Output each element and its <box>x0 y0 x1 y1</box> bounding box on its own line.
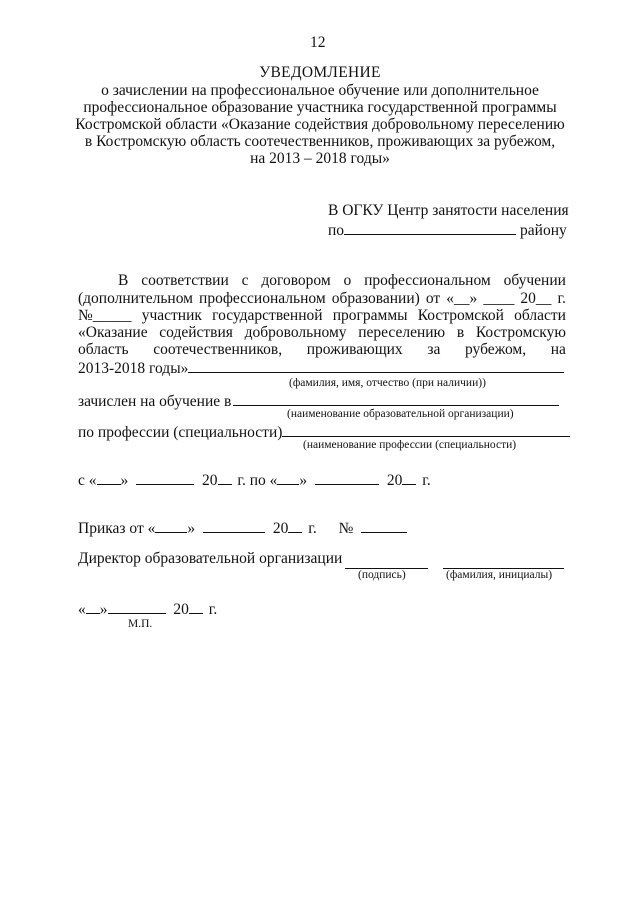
recipient-line-1: В ОГКУ Центр занятости населения <box>328 202 569 219</box>
order-close: » <box>187 520 196 537</box>
sign-year: 20 <box>173 601 189 618</box>
subtitle-line-1: о зачислении на профессиональное обучение или дополнительное <box>101 82 539 99</box>
body-word: программы <box>332 307 408 324</box>
body-word: рубежом, <box>464 341 527 358</box>
body-line-1 <box>118 272 566 290</box>
recipient-prefix: по <box>328 222 345 239</box>
district-blank[interactable] <box>344 220 516 235</box>
body-word: Костромской <box>417 307 504 324</box>
body-word: договором <box>261 272 331 289</box>
order-line <box>78 518 407 538</box>
to-year-blank[interactable] <box>402 470 416 485</box>
body-word: профессиональном <box>364 272 491 289</box>
order-month-blank[interactable] <box>203 518 265 533</box>
from-year-blank[interactable] <box>218 470 232 485</box>
period-from-year: 20 <box>202 472 218 489</box>
body-word: о <box>343 272 352 289</box>
body-word: проживающих <box>306 341 403 358</box>
period-from-close: » <box>120 472 129 489</box>
subtitle-line-3: Костромской области «Оказание содействия добровольному переселению <box>75 116 565 133</box>
body-word: образовании) <box>331 290 420 307</box>
sign-date-mid: » <box>99 601 108 618</box>
body-word: от <box>425 290 441 307</box>
body-line-5 <box>78 341 566 359</box>
body-word: участник <box>141 307 202 324</box>
order-year-blank[interactable] <box>288 518 302 533</box>
sign-day-blank[interactable] <box>86 599 100 614</box>
sign-date-open: « <box>78 601 86 618</box>
from-month-blank[interactable] <box>136 470 194 485</box>
body-word: В <box>118 272 129 289</box>
signature-caption: (подпись) <box>358 569 406 581</box>
body-word: профессиональном <box>199 290 326 307</box>
body-word: №_____ <box>78 307 132 324</box>
organization-caption: (наименование образовательной организации) <box>287 408 514 420</box>
body-word: государственной <box>212 307 323 324</box>
body-word: «Оказание <box>78 324 148 341</box>
body-line-4 <box>78 324 566 342</box>
page-number: 12 <box>310 34 326 51</box>
order-day-blank[interactable] <box>155 518 187 533</box>
body-word: соотечественников, <box>153 341 283 358</box>
body-line-3 <box>78 307 566 325</box>
period-from-g: г. по « <box>237 472 278 489</box>
subtitle-line-2: профессиональное образование участника государственной программы <box>83 99 557 116</box>
from-day-blank[interactable] <box>97 470 121 485</box>
profession-blank[interactable] <box>282 422 570 437</box>
body-word: ____ <box>483 290 515 307</box>
body-word: соответствии <box>141 272 229 289</box>
sign-g: г. <box>208 601 218 618</box>
body-word: г. <box>557 290 566 307</box>
body-word: «__» <box>446 290 478 307</box>
director-label: Директор образовательной организации <box>78 550 343 567</box>
to-day-blank[interactable] <box>277 470 299 485</box>
profession-label: по профессии (специальности) <box>78 424 283 441</box>
subtitle-line-5: на 2013 – 2018 годы» <box>250 150 390 167</box>
period-to-close: » <box>299 472 308 489</box>
body-word: область <box>78 341 129 358</box>
body-word: Костромскую <box>475 324 566 341</box>
body-line-2 <box>78 290 566 308</box>
order-prefix: Приказ от « <box>78 520 156 537</box>
body-word: области <box>514 307 566 324</box>
body-word: добровольному <box>244 324 347 341</box>
body-word: содействия <box>159 324 233 341</box>
order-number-blank[interactable] <box>361 518 407 533</box>
signature-blank[interactable] <box>345 554 428 569</box>
director-name-blank[interactable] <box>443 554 564 569</box>
sign-year-blank[interactable] <box>189 599 203 614</box>
body-word: с <box>241 272 249 289</box>
period-to-year: 20 <box>386 472 403 489</box>
years-label: 2013-2018 годы» <box>78 360 189 377</box>
order-year: 20 <box>272 520 289 537</box>
period-from-open: с « <box>78 472 97 489</box>
document-title: УВЕДОМЛЕНИЕ <box>259 64 381 81</box>
body-word: (дополнительном <box>78 290 193 307</box>
sign-month-blank[interactable] <box>108 599 166 614</box>
body-word: на <box>550 341 566 358</box>
full-name-blank[interactable] <box>188 358 564 373</box>
body-word: переселению <box>358 324 446 341</box>
subtitle-line-4: в Костромскую область соотечественников, проживающих за рубежом, <box>84 133 556 150</box>
body-word: за <box>427 341 441 358</box>
body-word: 20__ <box>520 290 552 307</box>
body-word: обучении <box>503 272 566 289</box>
recipient-line-2 <box>328 220 567 240</box>
recipient-suffix: району <box>520 222 567 239</box>
body-line-6 <box>78 358 564 378</box>
order-g: г. <box>308 520 317 537</box>
sign-date <box>78 599 217 619</box>
enrolled-label: зачислен на обучение в <box>78 393 232 410</box>
stamp-place: М.П. <box>128 618 153 630</box>
order-number-sign: № <box>338 520 354 537</box>
body-word: в <box>456 324 465 341</box>
full-name-caption: (фамилия, имя, отчество (при наличии)) <box>289 377 486 389</box>
period-to-g: г. <box>422 472 431 489</box>
organization-blank[interactable] <box>233 391 559 406</box>
profession-caption: (наименование профессии (специальности) <box>303 439 517 451</box>
to-month-blank[interactable] <box>315 470 379 485</box>
study-period <box>78 470 431 490</box>
director-name-caption: (фамилия, инициалы) <box>446 569 553 581</box>
